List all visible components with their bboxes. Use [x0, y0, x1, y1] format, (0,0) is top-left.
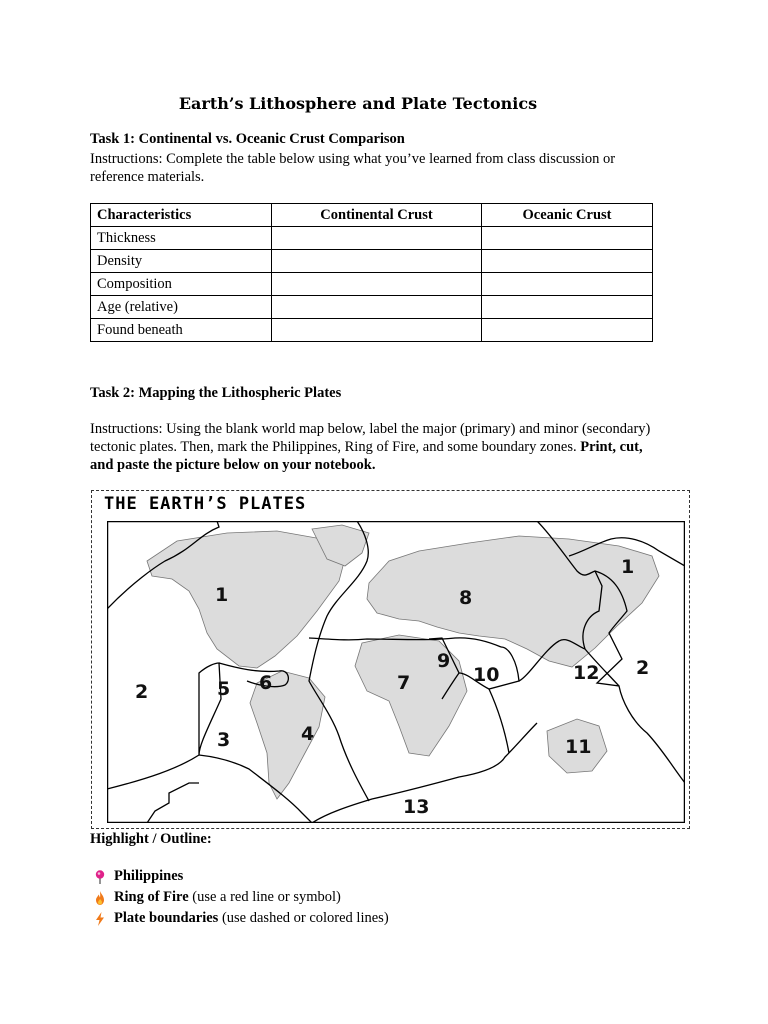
- highlight-item-label: Ring of Fire: [114, 889, 189, 905]
- plate-label: 13: [403, 796, 430, 818]
- plate-label: 4: [301, 723, 315, 745]
- plate-label: 6: [259, 672, 273, 694]
- highlight-item-note: (use dashed or colored lines): [218, 910, 389, 926]
- plate-label: 2: [135, 681, 149, 703]
- table-header-row: [91, 204, 653, 227]
- task2-instructions-plain: tectonic plates. Then, mark the Philippines, Ring of Fire, and some boundary zones.: [90, 439, 577, 455]
- highlight-heading: Highlight / Outline:: [90, 831, 212, 847]
- table-cell-continental[interactable]: [272, 296, 482, 319]
- pin-icon: [92, 869, 108, 885]
- table-row: [91, 227, 653, 250]
- table-row: [91, 250, 653, 273]
- table-row: [91, 319, 653, 342]
- task1-heading: Task 1: Continental vs. Oceanic Crust Comparison: [90, 131, 405, 147]
- table-header-cell: Characteristics: [91, 204, 272, 227]
- table-cell-oceanic[interactable]: [482, 273, 653, 296]
- task1-instructions-line1: Instructions: Complete the table below using what you’ve learned from class discussion or: [90, 151, 616, 167]
- plate-label: 11: [565, 736, 592, 758]
- map-title: THE EARTH’S PLATES: [104, 494, 307, 514]
- fire-icon: [92, 890, 108, 906]
- highlight-item-label: Philippines: [114, 868, 184, 884]
- plate-label: 2: [636, 657, 650, 679]
- table-cell-oceanic[interactable]: [482, 250, 653, 273]
- table-cell-oceanic[interactable]: [482, 227, 653, 250]
- table-cell-continental[interactable]: [272, 250, 482, 273]
- table-row: [91, 273, 653, 296]
- plate-label: 1: [621, 556, 635, 578]
- highlight-item-plate-boundaries: [92, 910, 389, 927]
- plate-label: 8: [459, 587, 473, 609]
- plate-label: 12: [573, 662, 600, 684]
- task1-instructions: [90, 150, 690, 186]
- plate-label: 7: [397, 672, 411, 694]
- task2-heading: Task 2: Mapping the Lithospheric Plates: [90, 385, 342, 401]
- table-cell-continental[interactable]: [272, 319, 482, 342]
- table-row-label: Found beneath: [91, 319, 272, 342]
- task2-instructions: [90, 420, 690, 474]
- crust-comparison-table: [90, 203, 653, 342]
- task2-instructions-line1: Instructions: Using the blank world map below, label the major (primary) and minor (secondary): [90, 421, 651, 437]
- highlight-item-ring-of-fire: [92, 889, 341, 906]
- plate-label: 5: [217, 678, 231, 700]
- task2-instructions-bold: Print, cut,: [580, 439, 643, 455]
- table-cell-continental[interactable]: [272, 273, 482, 296]
- table-row: [91, 296, 653, 319]
- plate-label: 1: [215, 584, 229, 606]
- page-title: Earth’s Lithosphere and Plate Tectonics: [178, 94, 538, 113]
- table-cell-oceanic[interactable]: [482, 296, 653, 319]
- task2-instructions-bold-2: and paste the picture below on your notebook.: [90, 457, 376, 473]
- highlight-item-label: Plate boundaries: [114, 910, 219, 926]
- task1-instructions-line2: reference materials.: [90, 169, 205, 185]
- table-row-label: Density: [91, 250, 272, 273]
- task2-instructions-line2: [90, 438, 690, 456]
- task2-instructions-line3: [90, 456, 690, 474]
- table-row-label: Composition: [91, 273, 272, 296]
- table-row-label: Thickness: [91, 227, 272, 250]
- highlight-item-note: (use a red line or symbol): [188, 889, 341, 905]
- highlight-item-philippines: [92, 868, 183, 885]
- table-cell-oceanic[interactable]: [482, 319, 653, 342]
- plate-label: 10: [473, 664, 500, 686]
- world-plates-map: [107, 521, 685, 823]
- table-row-label: Age (relative): [91, 296, 272, 319]
- table-header-cell: Oceanic Crust: [482, 204, 653, 227]
- plate-label: 9: [437, 650, 451, 672]
- table-cell-continental[interactable]: [272, 227, 482, 250]
- table-header-cell: Continental Crust: [272, 204, 482, 227]
- plate-label: 3: [217, 729, 231, 751]
- lightning-icon: [92, 911, 108, 927]
